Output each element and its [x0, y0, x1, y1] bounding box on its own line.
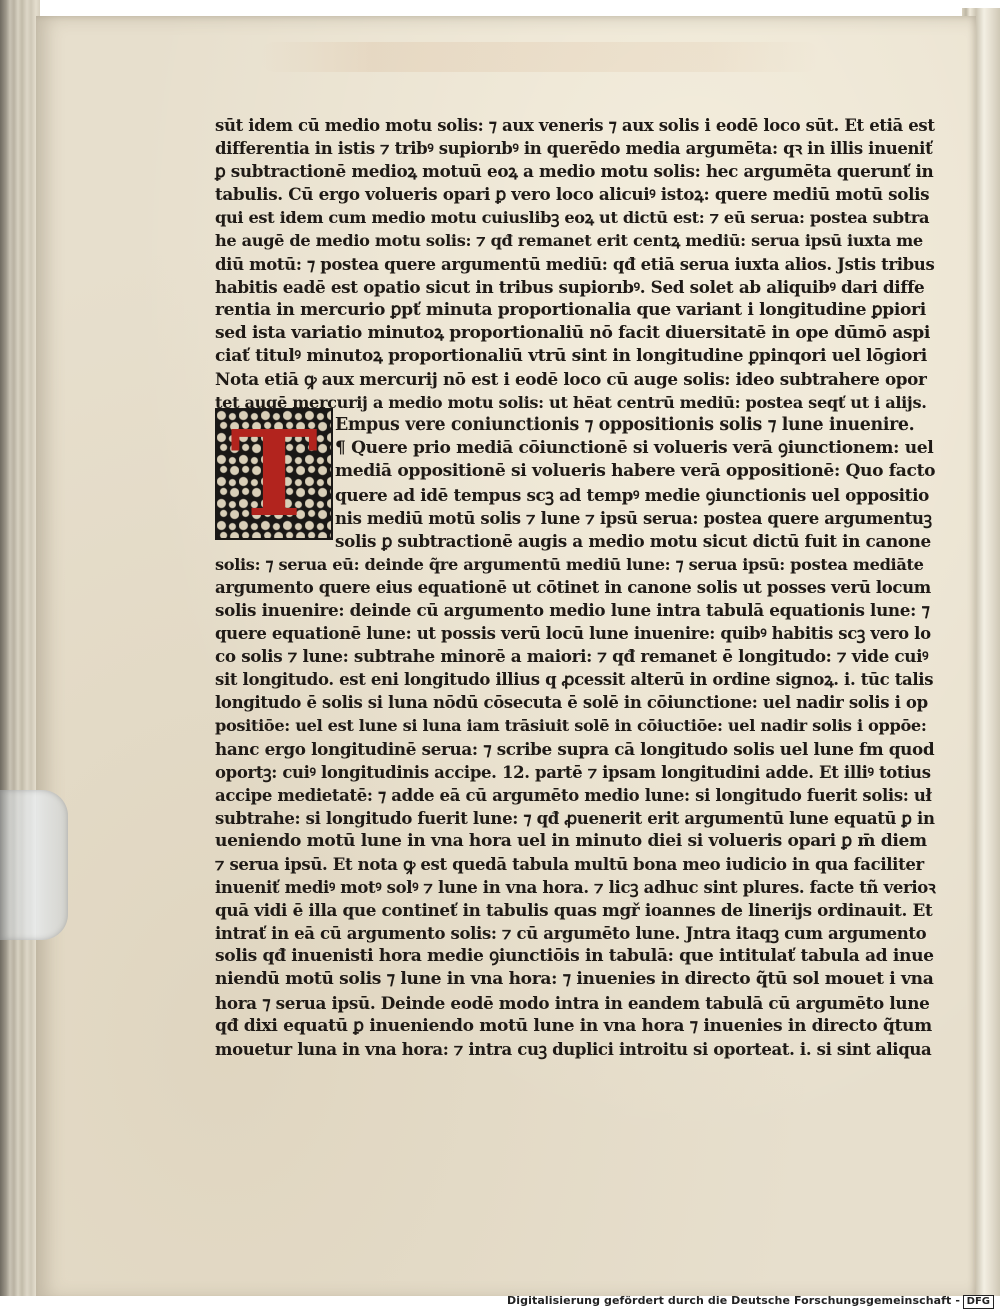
running-head-stain — [260, 42, 820, 72]
text-line: tabulis. Cū ergo volueris opari ꝑ vero loco alicuiꝰ istoꝝ: quere mediū motū solis — [215, 184, 930, 205]
text-line: he augē de medio motu solis: ⁊ qđ remanet erit centꝝ mediū: serua ipsū iuxta me — [215, 231, 923, 251]
text-line: co solis ⁊ lune: subtrahe minorē a maiori: ⁊ qđ remanet ē longitudo: ⁊ vide cuiꝰ — [215, 646, 929, 667]
text-line: sed ista variatio minutoꝝ proportionaliū nō facit diuersitatē in ope dūmō aspi — [215, 322, 930, 343]
text-line: sit longitudo. est eni longitudo illius q ꝓcessit alterū in ordine signoꝝ. i. tūc talis — [215, 670, 934, 690]
text-line: Nota etiā ꝙ aux mercurij nō est i eodē loco cū auge solis: ideo subtrahere opor — [215, 369, 927, 390]
text-line: ꝑ subtractionē medioꝝ motuū eoꝝ a medio motu solis: hec argumēta querunť in — [215, 161, 934, 182]
text-line: mediā oppositionē si volueris habere verā oppositionē: Quo facto — [335, 461, 936, 482]
text-line: mouetur luna in vna hora: ⁊ intra cuꝫ duplici introitu si oporteat. i. si sint aliqua — [215, 1039, 932, 1059]
text-line: nis mediū motū solis ⁊ lune ⁊ ipsū serua: postea quere argumentuꝫ — [335, 508, 932, 528]
text-block — [215, 114, 935, 1061]
text-line: ciať titulꝰ minutoꝝ proportionaliū vtrū sint in longitudine ꝑpinqori uel lōgiori — [215, 345, 927, 366]
page-clip — [0, 790, 68, 940]
text-line: quā vidi ē illa que contineť in tabulis quas mgř ioannes de linerijs ordinauit. Et — [215, 900, 933, 921]
text-line: diū motū: ⁊ postea quere argumentū mediū: qđ etiā serua iuxta alios. Jstis tribus — [215, 254, 935, 274]
text-line: ueniendo motū lune in vna hora uel in minuto diei si volueris opari ꝑ m̄ diem — [215, 830, 927, 851]
text-line: niendū motū solis ⁊ lune in vna hora: ⁊ inuenies in directo q̃tū sol mouet i vna — [215, 969, 934, 990]
text-line: qui est idem cum medio motu cuiuslibꝫ eoꝝ ut dictū est: ⁊ eū serua: postea subtra — [215, 208, 930, 228]
text-line: qđ dixi equatū ꝑ inueniendo motū lune in vna hora ⁊ inuenies in directo q̃tum — [215, 1015, 932, 1036]
text-line: hanc ergo longitudinē serua: ⁊ scribe supra cā longitudo solis uel lune fm quod — [215, 738, 935, 759]
text-line: longitudo ē solis si luna nōdū cōsecuta ē solē in cōiunctione: uel nadir solis i op — [215, 693, 928, 713]
digitization-credit: Digitalisierung gefördert durch die Deutsche Forschungsgemeinschaft - — [507, 1294, 960, 1307]
section-heading: Empus vere coniunctionis ⁊ oppositionis solis ⁊ lune inuenire. — [335, 415, 915, 436]
text-line: accipe medietatē: ⁊ adde eā cū argumēto medio lune: si longitudo fuerit solis: uł — [215, 785, 932, 805]
text-line: inueniť mediꝰ motꝰ solꝰ ⁊ lune in vna hora. ⁊ licꝫ adhuc sint plures. facte tñ verioꝛ — [215, 878, 936, 898]
text-line: hora ⁊ serua ipsū. Deinde eodē modo intra in eandem tabulā cū argumēto lune — [215, 992, 930, 1013]
book-fore-edge — [0, 0, 40, 1300]
text-line: positiōe: uel est lune si luna iam trāsiuit solē in cōiuctiōe: uel nadir solis i oppōe: — [215, 716, 927, 736]
initial-letter: T — [230, 404, 318, 543]
text-line: ⁊ serua ipsū. Et nota ꝙ est quedā tabula multū bona meo iudicio in qua faciliter — [215, 855, 924, 874]
text-line: solis qđ inuenisti hora medie ꝯiunctiōis in tabulā: que intitulať tabula ad inue — [215, 946, 934, 967]
text-line: solis inuenire: deinde cū argumento medio lune intra tabulā equationis lune: ⁊ — [215, 599, 930, 620]
text-line: subtrahe: si longitudo fuerit lune: ⁊ qđ ꝓuenerit erit argumentū lune equatū ꝑ in — [215, 808, 935, 828]
text-line: quere equationē lune: ut possis verū locū lune inuenire: quibꝰ habitis scꝫ vero lo — [215, 624, 931, 644]
text-line: differentia in istis ⁊ tribꝰ supiorıbꝰ in querēdo media argumēta: qꝛ in illis inueniť — [215, 139, 933, 159]
text-line: intrať in eā cū argumento solis: ⁊ cū argumēto lune. Jntra itaqꝫ cum argumento — [215, 924, 927, 944]
text-line: habitis eadē est opatio sicut in tribus supiorıbꝰ. Sed solet ab aliquibꝰ dari diffe — [215, 276, 925, 297]
text-line: oportꝫ: cuiꝰ longitudinis accipe. 12. partē ⁊ ipsam longitudini adde. Et illiꝰ totius — [215, 762, 931, 782]
dfg-logo: DFG — [963, 1295, 994, 1309]
text-line: argumento quere eius equationē ut cōtinet in canone solis ut posses verū locum — [215, 577, 931, 597]
text-line: ¶ Quere prio mediā cōiunctionē si volueris verā ꝯiunctionem: uel — [335, 438, 934, 459]
text-line: rentia in mercurio ꝑpť minuta proportionalia que variant i longitudine ꝑpiori — [215, 299, 926, 320]
text-line: solis ꝑ subtractionē augis a medio motu sicut dictū fuit in canone — [335, 530, 931, 551]
text-line: sūt idem cū medio motu solis: ⁊ aux veneris ⁊ aux solis i eodē loco sūt. Et etiā est — [215, 116, 935, 135]
text-line: quere ad idē tempus scꝫ ad tempꝰ medie ꝯiunctionis uel oppositio — [335, 484, 929, 505]
text-line: tet augē mercurij a medio motu solis: ut hēat centrū mediū: postea seqť ut i alijs. — [215, 393, 927, 413]
text-line: solis: ⁊ serua eū: deinde q̃re argumentū mediū lune: ⁊ serua ipsū: postea mediāte — [215, 554, 924, 574]
